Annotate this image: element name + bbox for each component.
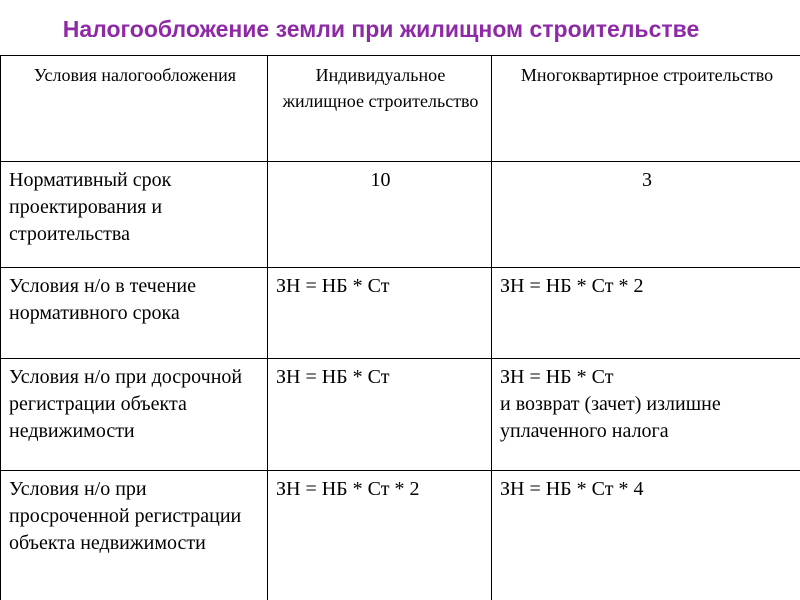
row-multi-cell [492,471,800,600]
row-individual-cell: ЗН = НБ * Ст [268,268,492,359]
header-individual-construction: Индивидуальное жилищное строительство [268,56,492,162]
row-condition-cell: Нормативный срок проектирования и строительства [1,162,268,268]
row-condition-cell: Условия н/о в течение нормативного срока [1,268,268,359]
table-row [1,471,800,600]
row-multi-line: и возврат (зачет) излишне уплаченного налога [500,393,721,442]
table-row [1,268,800,359]
table-row [1,359,800,471]
header-multi-apartment-construction: Многоквартирное строительство [492,56,800,162]
row-condition-cell: Условия н/о при досрочной регистрации объекта недвижимости [1,359,268,471]
row-multi-line: ЗН = НБ * Ст * 2 [500,275,644,297]
row-multi-cell [492,162,800,268]
row-multi-cell [492,359,800,471]
row-multi-line: 3 [642,169,652,191]
slide-title: Налогообложение земли при жилищном строительстве [62,16,700,42]
row-individual-cell: 10 [268,162,492,268]
row-individual-cell: ЗН = НБ * Ст [268,359,492,471]
table-header-row [1,56,800,162]
row-multi-line: ЗН = НБ * Ст [500,366,614,388]
row-multi-line: ЗН = НБ * Ст * 4 [500,478,644,500]
header-conditions: Условия налогообложения [1,56,268,162]
row-condition-cell: Условия н/о при просроченной регистрации объекта недвижимости [1,471,268,600]
table-row [1,162,800,268]
taxation-table [0,55,800,600]
row-individual-cell: ЗН = НБ * Ст * 2 [268,471,492,600]
row-multi-cell [492,268,800,359]
